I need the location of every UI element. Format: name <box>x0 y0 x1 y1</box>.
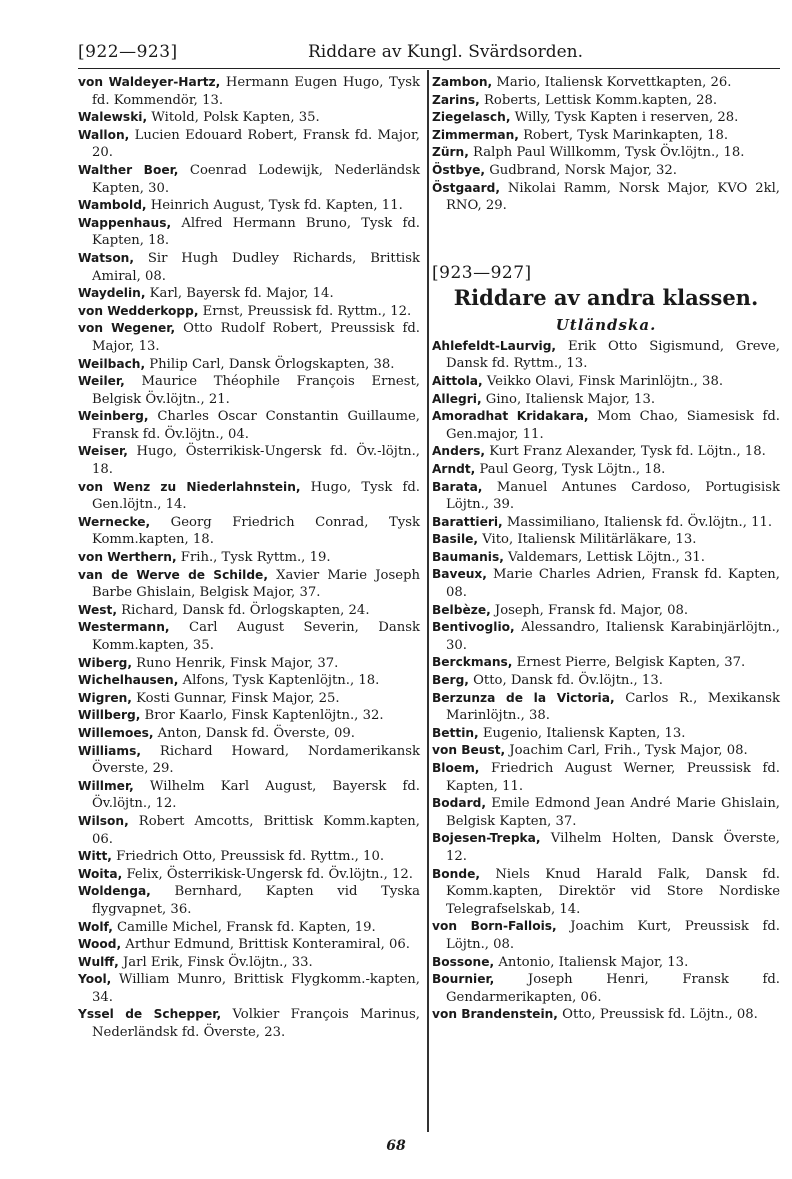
entry-details: Ralph Paul Willkomm, Tysk Öv.löjtn., 18. <box>468 145 745 161</box>
entry-name: Belbèze, <box>432 602 491 617</box>
entry-details: Paul Georg, Tysk Löjtn., 18. <box>475 461 666 477</box>
entry-details: Philip Carl, Dansk Örlogskapten, 38. <box>145 356 395 372</box>
list-entry <box>432 866 780 919</box>
section-range: [923—927] <box>432 262 532 283</box>
entry-name: Willemoes, <box>78 725 154 740</box>
entry-details: Frih., Tysk Ryttm., 19. <box>176 550 331 566</box>
entry-name: Weinberg, <box>78 409 149 424</box>
entry-name: Westermann, <box>78 620 170 635</box>
entry-name: Waydelin, <box>78 286 146 301</box>
list-entry <box>78 162 420 197</box>
list-entry <box>78 954 420 972</box>
list-entry <box>432 654 780 672</box>
entry-details: Joseph, Fransk fd. Major, 08. <box>490 602 689 618</box>
entry-name: West, <box>78 602 117 617</box>
entry-name: Watson, <box>78 250 134 265</box>
list-entry <box>432 180 780 215</box>
entry-details: Hermann Eugen Hugo, Tysk fd. Kommendör, 13. <box>92 75 420 108</box>
list-entry <box>432 619 780 654</box>
list-entry <box>78 971 420 1006</box>
entry-details: Witold, Polsk Kapten, 35. <box>147 110 320 126</box>
right-top-entries <box>432 74 780 215</box>
list-entry <box>78 690 420 708</box>
entry-name: Wood, <box>78 937 122 952</box>
list-entry <box>78 356 420 374</box>
entry-name: von Werthern, <box>78 550 177 565</box>
entry-name: Walewski, <box>78 110 148 125</box>
entry-details: Antonio, Italiensk Major, 13. <box>494 954 689 970</box>
entry-details: Coenrad Lodewijk, Nederländsk Kapten, 30. <box>92 162 420 196</box>
entry-details: Otto Rudolf Robert, Preussisk fd. Major, 13. <box>92 321 420 354</box>
list-entry <box>78 725 420 743</box>
entry-details: Vito, Italiensk Militärläkare, 13. <box>478 532 697 548</box>
entry-name: Wolf, <box>78 919 113 934</box>
list-entry <box>78 109 420 127</box>
entry-name: Zimmerman, <box>432 127 519 142</box>
entry-details: Niels Knud Harald Falk, Dansk fd. Komm.kapten, Direktör vid Store Nordiske Telegrafselskab, 14. <box>446 866 780 917</box>
entry-details: Carlos R., Mexikansk Marinlöjtn., 38. <box>446 690 781 724</box>
entry-name: Walther Boer, <box>78 162 179 177</box>
list-entry <box>78 285 420 303</box>
entry-name: Bournier, <box>432 972 495 987</box>
list-entry <box>432 690 780 725</box>
entry-details: Alfons, Tysk Kaptenlöjtn., 18. <box>178 673 380 689</box>
list-entry <box>78 619 420 654</box>
entry-details: Runo Henrik, Finsk Major, 37. <box>131 655 339 671</box>
list-entry <box>78 672 420 690</box>
entry-details: Ernest Pierre, Belgisk Kapten, 37. <box>512 655 746 671</box>
list-entry <box>78 197 420 215</box>
list-entry <box>78 215 420 250</box>
list-entry <box>432 795 780 830</box>
entry-name: Woita, <box>78 866 123 881</box>
entry-details: Alfred Hermann Bruno, Tysk fd. Kapten, 18. <box>92 215 420 249</box>
list-entry <box>432 725 780 743</box>
entry-details: Alessandro, Italiensk Karabinjärlöjtn., 30. <box>446 620 780 653</box>
entry-name: Wigren, <box>78 690 132 705</box>
list-entry <box>432 672 780 690</box>
entry-name: Wambold, <box>78 198 147 213</box>
list-entry <box>432 971 780 1006</box>
list-entry <box>432 954 780 972</box>
entry-name: Arndt, <box>432 461 476 476</box>
entry-name: Baveux, <box>432 567 487 582</box>
entry-details: Heinrich August, Tysk fd. Kapten, 11. <box>146 198 403 214</box>
list-entry <box>432 408 780 443</box>
list-entry <box>432 566 780 601</box>
entry-details: Carl August Severin, Dansk Komm.kapten, 35. <box>92 620 420 653</box>
list-entry <box>432 760 780 795</box>
entry-details: Kurt Franz Alexander, Tysk fd. Löjtn., 18. <box>485 444 766 460</box>
entry-details: Bror Kaarlo, Finsk Kaptenlöjtn., 32. <box>140 708 384 724</box>
entry-name: von Wegener, <box>78 321 176 336</box>
entry-details: Camille Michel, Fransk fd. Kapten, 19. <box>112 919 376 935</box>
list-entry <box>78 479 420 514</box>
list-entry <box>78 936 420 954</box>
entry-name: Baumanis, <box>432 549 504 564</box>
entry-name: Zambon, <box>432 75 493 89</box>
list-entry <box>78 303 420 321</box>
entry-details: Emile Edmond Jean André Marie Ghislain, Belgisk Kapten, 37. <box>446 796 780 829</box>
column-divider <box>427 70 429 1132</box>
entry-details: Mom Chao, Siamesisk fd. Gen.major, 11. <box>446 409 780 442</box>
entry-details: Otto, Preussisk fd. Löjtn., 08. <box>557 1007 758 1023</box>
entry-details: Friedrich Otto, Preussisk fd. Ryttm., 10. <box>111 849 385 865</box>
entry-details: Hugo, Tysk fd. Gen.löjtn., 14. <box>92 479 420 513</box>
list-entry <box>432 391 780 409</box>
entry-details: Joachim Kurt, Preussisk fd. Löjtn., 08. <box>446 919 780 952</box>
list-entry <box>78 655 420 673</box>
list-entry <box>432 162 780 180</box>
entry-name: Ahlefeldt-Laurvig, <box>432 338 557 353</box>
entry-name: Barata, <box>432 479 483 494</box>
entry-name: Willberg, <box>78 708 141 723</box>
entry-name: Wichelhausen, <box>78 673 179 688</box>
list-entry <box>432 461 780 479</box>
list-entry <box>432 109 780 127</box>
list-entry <box>78 743 420 778</box>
list-entry <box>78 866 420 884</box>
entry-details: Charles Oscar Constantin Guillaume, Fransk fd. Öv.löjtn., 04. <box>92 409 420 442</box>
entry-details: Vilhelm Holten, Dansk Överste, 12. <box>446 831 780 864</box>
list-entry <box>432 479 780 514</box>
entry-name: Witt, <box>78 849 112 864</box>
entry-name: Bonde, <box>432 866 480 881</box>
entry-details: Maurice Théophile François Ernest, Belgisk Öv.löjtn., 21. <box>92 374 420 407</box>
list-entry <box>432 92 780 110</box>
entry-details: Jarl Erik, Finsk Öv.löjtn., 33. <box>118 954 313 970</box>
list-entry <box>432 144 780 162</box>
entry-details: Nikolai Ramm, Norsk Major, KVO 2kl, RNO, 29. <box>446 180 780 214</box>
entry-details: William Munro, Brittisk Flygkomm.-kapten, 34. <box>92 972 420 1005</box>
list-entry <box>432 742 780 760</box>
list-entry <box>78 919 420 937</box>
entry-details: Richard, Dansk fd. Örlogskapten, 24. <box>116 602 370 618</box>
entry-details: Joachim Carl, Frih., Tysk Major, 08. <box>505 743 748 759</box>
list-entry <box>432 127 780 145</box>
entry-details: Robert, Tysk Marinkapten, 18. <box>518 127 729 143</box>
list-entry <box>432 830 780 865</box>
entry-name: Barattieri, <box>432 514 503 529</box>
entry-details: Eugenio, Italiensk Kapten, 13. <box>478 725 686 741</box>
page-number: 68 <box>386 1138 406 1154</box>
entry-details: Manuel Antunes Cardoso, Portugisisk Löjtn., 39. <box>446 479 780 513</box>
entry-name: Östbye, <box>432 162 486 177</box>
list-entry <box>78 320 420 355</box>
entry-name: von Wenz zu Niederlahnstein, <box>78 479 301 494</box>
entry-details: Richard Howard, Nordamerikansk Överste, 29. <box>92 743 420 777</box>
entry-name: Bentivoglio, <box>432 620 515 635</box>
section-subtitle: Utländska. <box>555 315 657 334</box>
entry-name: Aittola, <box>432 373 483 388</box>
entry-name: von Born-Fallois, <box>432 919 557 934</box>
list-entry <box>432 531 780 549</box>
list-entry <box>78 1006 420 1041</box>
entry-name: von Wedderkopp, <box>78 303 199 318</box>
running-header <box>78 40 780 69</box>
entry-name: Weilbach, <box>78 356 146 371</box>
entry-name: Bettin, <box>432 725 479 740</box>
entry-details: Felix, Österrikisk-Ungersk fd. Öv.löjtn., 12. <box>122 866 413 882</box>
entry-name: Wallon, <box>78 127 130 142</box>
entry-name: Weiler, <box>78 374 125 389</box>
list-entry <box>78 567 420 602</box>
left-column <box>78 74 420 1042</box>
entry-name: Bossone, <box>432 954 495 969</box>
header-page-range: [922—923] <box>78 42 178 62</box>
entry-details: Willy, Tysk Kapten i reserven, 28. <box>510 110 739 126</box>
list-entry <box>78 549 420 567</box>
entry-name: Berzunza de la Victoria, <box>432 690 615 705</box>
entry-name: Östgaard, <box>432 180 500 195</box>
entry-name: Amoradhat Kridakara, <box>432 409 589 424</box>
entry-details: Robert Amcotts, Brittisk Komm.kapten, 06. <box>92 813 420 847</box>
list-entry <box>432 373 780 391</box>
entry-details: Massimiliano, Italiensk fd. Öv.löjtn., 11. <box>502 514 773 530</box>
entry-details: Kosti Gunnar, Finsk Major, 25. <box>131 690 340 706</box>
entry-name: Bloem, <box>432 761 480 775</box>
entry-name: von Brandenstein, <box>432 1007 558 1022</box>
list-entry <box>432 602 780 620</box>
list-entry <box>78 514 420 549</box>
entry-details: Valdemars, Lettisk Löjtn., 31. <box>503 549 705 565</box>
entry-name: Zürn, <box>432 145 469 160</box>
entry-details: Karl, Bayersk fd. Major, 14. <box>145 286 334 302</box>
entry-name: Williams, <box>78 743 141 758</box>
entry-name: Willmer, <box>78 778 134 793</box>
entry-name: Weiser, <box>78 444 128 459</box>
entry-name: Yssel de Schepper, <box>78 1007 222 1022</box>
list-entry <box>432 1006 780 1024</box>
entry-details: Hugo, Österrikisk-Ungersk fd. Öv.-löjtn., 18. <box>92 444 420 478</box>
entry-name: Wilson, <box>78 813 129 828</box>
list-entry <box>432 338 780 373</box>
entry-name: Wappenhaus, <box>78 215 172 230</box>
entry-name: Zarins, <box>432 92 480 107</box>
entry-name: Yool, <box>78 972 112 987</box>
entry-name: Wulff, <box>78 954 119 969</box>
entry-details: Arthur Edmund, Brittisk Konteramiral, 06. <box>121 937 410 953</box>
entry-name: Berg, <box>432 673 469 688</box>
entry-name: Berckmans, <box>432 655 513 670</box>
list-entry <box>78 250 420 285</box>
entry-name: Allegri, <box>432 391 482 406</box>
entry-details: Erik Otto Sigismund, Greve, Dansk fd. Ryttm., 13. <box>446 338 780 372</box>
entry-name: Anders, <box>432 444 485 459</box>
right-column <box>432 74 780 1024</box>
entry-name: Bodard, <box>432 796 486 811</box>
list-entry <box>432 918 780 953</box>
list-entry <box>78 778 420 813</box>
entry-details: Sir Hugh Dudley Richards, Brittisk Amiral, 08. <box>92 250 420 284</box>
right-bottom-entries <box>432 338 780 1024</box>
entry-name: Woldenga, <box>78 884 151 899</box>
entry-details: Bernhard, Kapten vid Tyska flygvapnet, 36. <box>92 884 420 917</box>
entry-name: Basile, <box>432 532 479 547</box>
list-entry <box>432 74 780 92</box>
entry-details: Ernst, Preussisk fd. Ryttm., 12. <box>198 303 412 319</box>
list-entry <box>78 408 420 443</box>
list-entry <box>78 443 420 478</box>
entry-details: Volkier François Marinus, Nederländsk fd. Överste, 23. <box>92 1007 420 1041</box>
list-entry <box>78 813 420 848</box>
entry-details: Gudbrand, Norsk Major, 32. <box>485 162 677 178</box>
entry-name: Wiberg, <box>78 655 132 670</box>
list-entry <box>78 707 420 725</box>
section-title: Riddare av andra klassen. <box>453 284 759 310</box>
list-entry <box>78 848 420 866</box>
entry-details: Friedrich August Werner, Preussisk fd. Kapten, 11. <box>446 761 780 794</box>
list-entry <box>78 373 420 408</box>
entry-details: Xavier Marie Joseph Barbe Ghislain, Belgisk Major, 37. <box>92 567 421 601</box>
list-entry <box>432 549 780 567</box>
list-entry <box>78 127 420 162</box>
entry-name: Bojesen-Trepka, <box>432 831 541 846</box>
entry-details: Joseph Henri, Fransk fd. Gendarmerikapten, 06. <box>446 972 780 1005</box>
entry-name: von Waldeyer-Hartz, <box>78 75 221 89</box>
entry-name: Ziegelasch, <box>432 110 511 125</box>
list-entry <box>78 74 420 109</box>
list-entry <box>432 514 780 532</box>
list-entry <box>432 443 780 461</box>
entry-name: van de Werve de Schilde, <box>78 567 268 582</box>
entry-details: Wilhelm Karl August, Bayersk fd. Öv.löjtn., 12. <box>92 778 420 812</box>
entry-name: von Beust, <box>432 743 506 758</box>
entry-details: Lucien Edouard Robert, Fransk fd. Major, 20. <box>92 127 420 161</box>
entry-details: Otto, Dansk fd. Öv.löjtn., 13. <box>468 673 663 689</box>
entry-name: Wernecke, <box>78 514 151 529</box>
entry-details: Veikko Olavi, Finsk Marinlöjtn., 38. <box>482 373 724 389</box>
entry-details: Roberts, Lettisk Komm.kapten, 28. <box>479 92 718 108</box>
entry-details: Anton, Dansk fd. Överste, 09. <box>153 725 355 741</box>
list-entry <box>78 602 420 620</box>
entry-details: Marie Charles Adrien, Fransk fd. Kapten, 08. <box>446 567 780 601</box>
entry-details: Gino, Italiensk Major, 13. <box>481 391 656 407</box>
header-title: Riddare av Kungl. Svärdsorden. <box>308 42 583 62</box>
entry-details: Mario, Italiensk Korvettkapten, 26. <box>492 75 732 90</box>
entry-details: Georg Friedrich Conrad, Tysk Komm.kapten, 18. <box>92 514 420 548</box>
list-entry <box>78 883 420 918</box>
